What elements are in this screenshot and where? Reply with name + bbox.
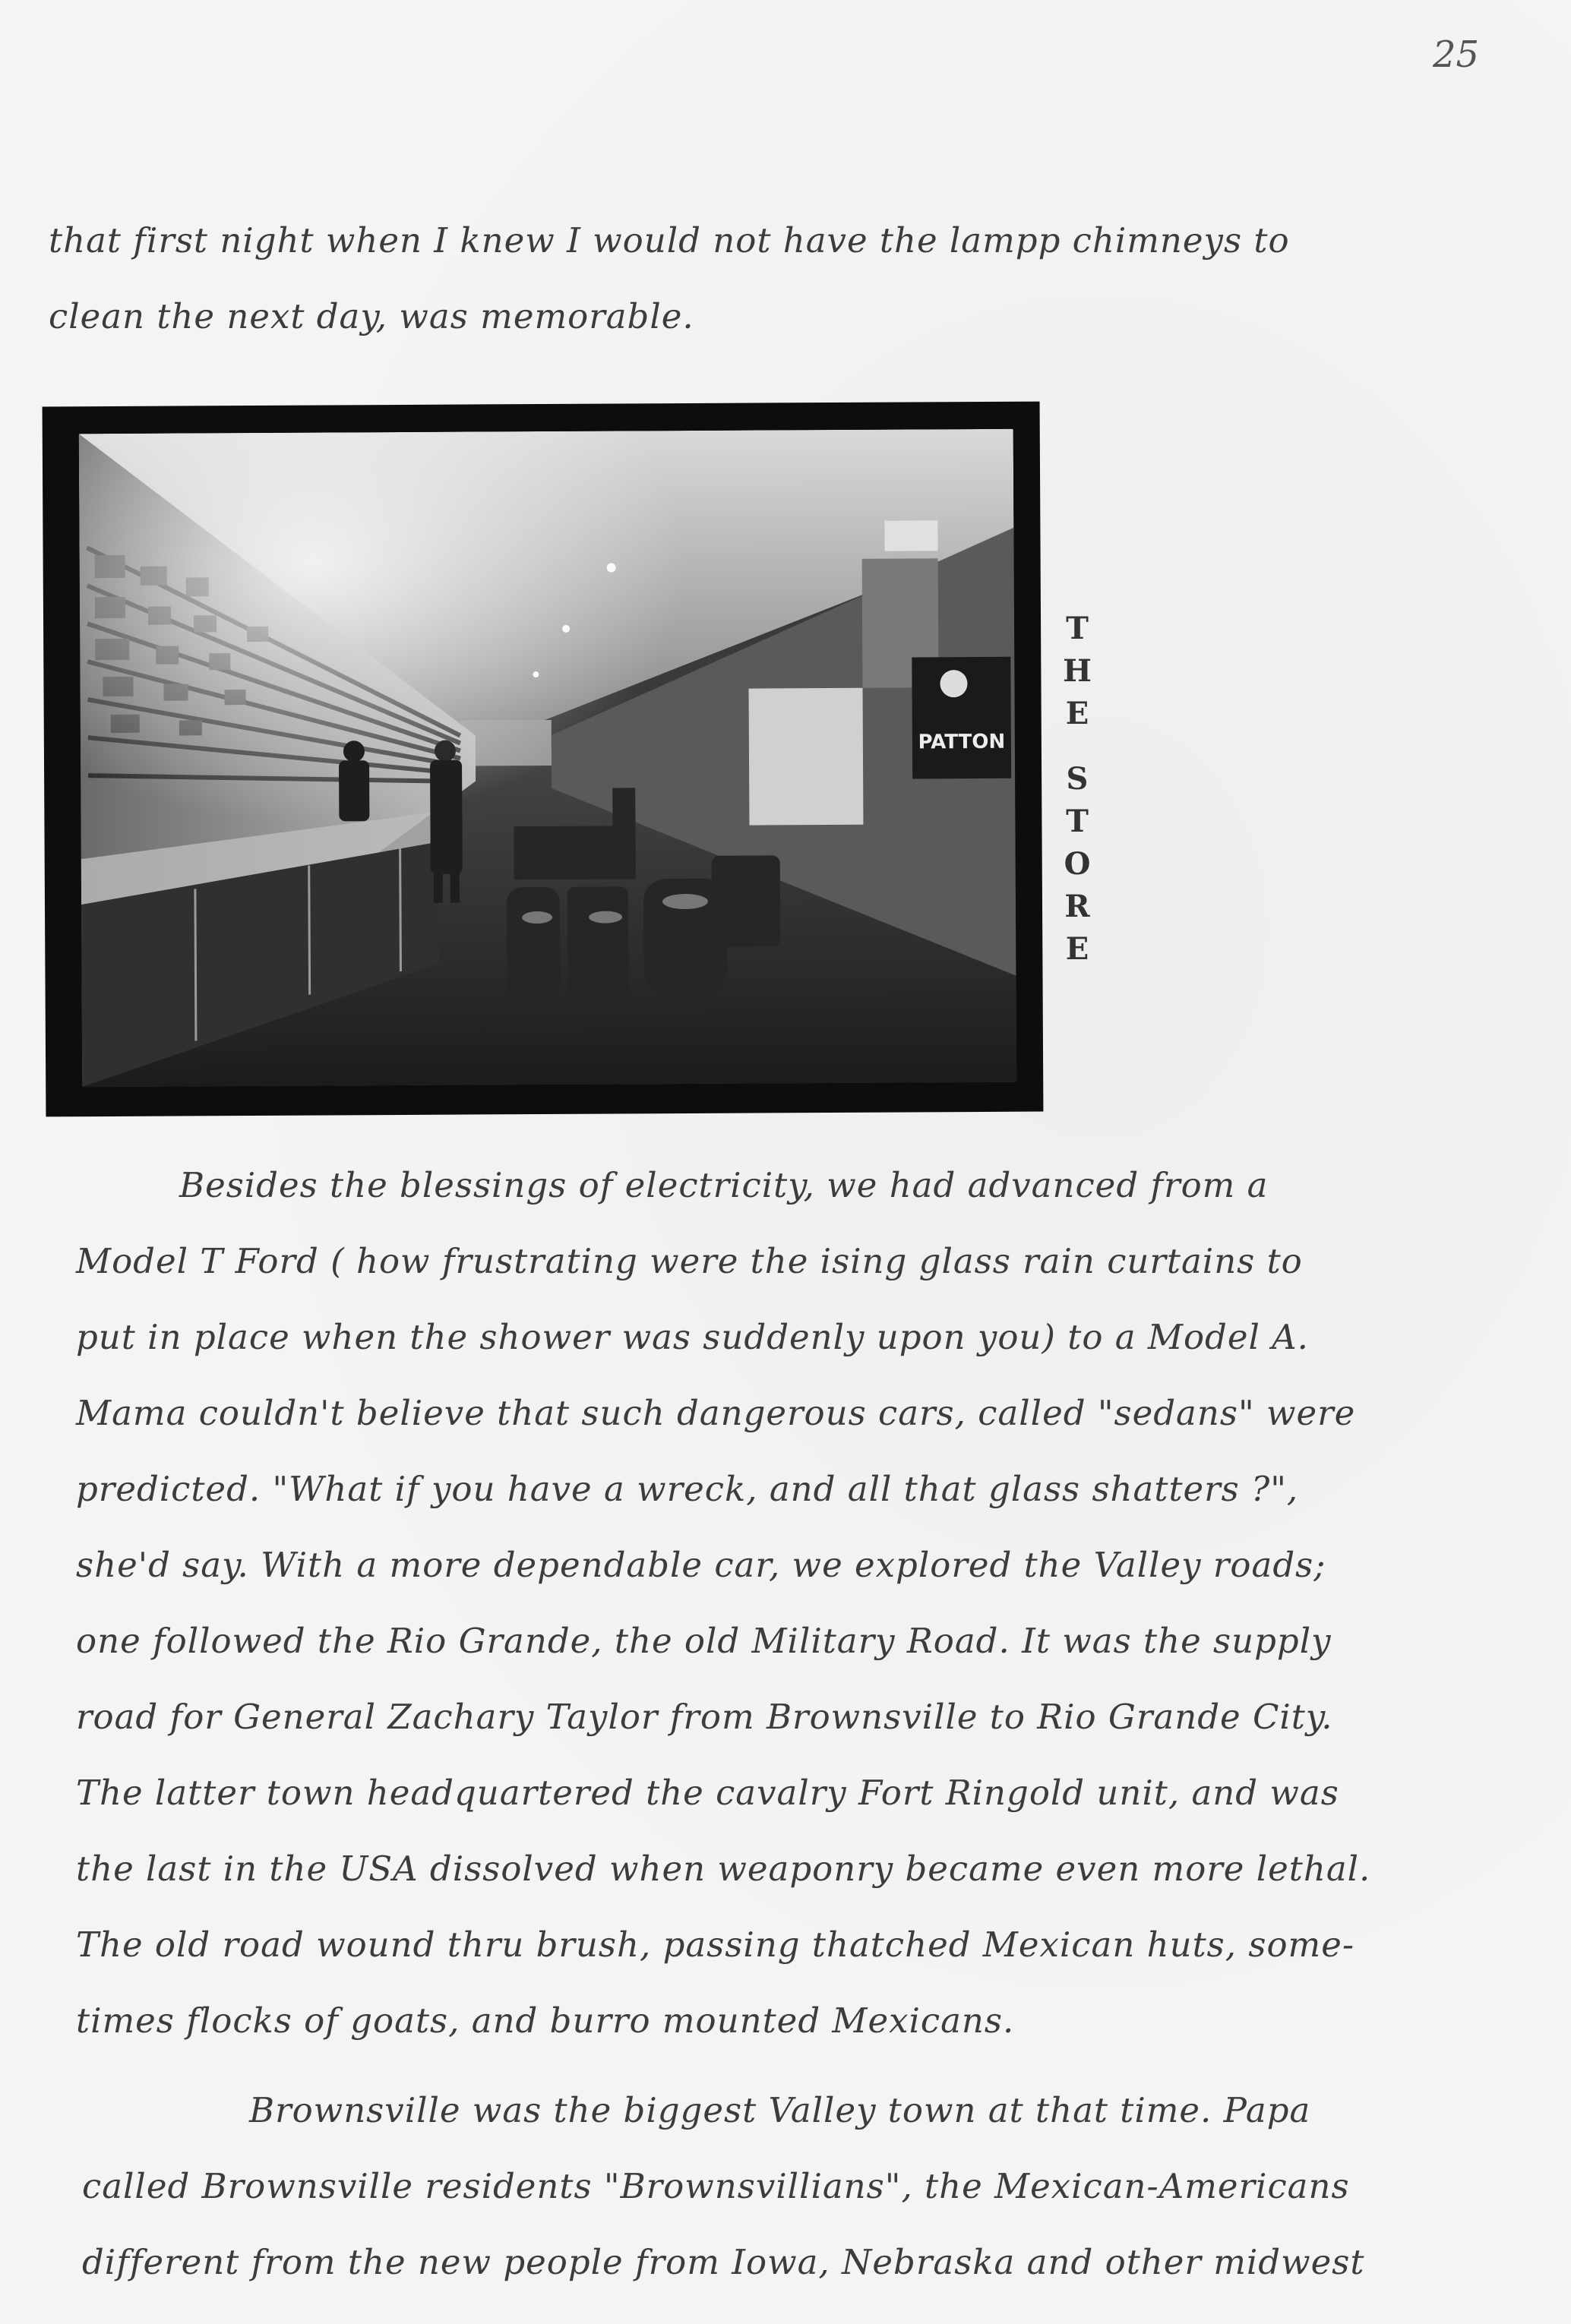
text-line: predicted. "What if you have a wreck, and all that glass shatters ?", [76, 1469, 1299, 1509]
text-line: that first night when I knew I would not have the lampp chimneys to [49, 220, 1290, 261]
caption-letter: T [1066, 611, 1089, 646]
store-photograph [79, 429, 1016, 1087]
text-line: called Brownsville residents "Brownsvillians", the Mexican-Americans [82, 2166, 1350, 2206]
photo-caption [1054, 608, 1100, 971]
store-photograph-mount [43, 402, 1044, 1117]
text-line: she'd say. With a more dependable car, we explored the Valley roads; [76, 1545, 1326, 1585]
text-line: Brownsville was the biggest Valley town at that time. Papa [249, 2090, 1311, 2130]
text-line: times flocks of goats, and burro mounted Mexicans. [76, 2000, 1015, 2041]
caption-letter: R [1064, 889, 1090, 924]
text-line: different from the new people from Iowa, Nebraska and other midwest [82, 2242, 1365, 2282]
text-line: The old road wound thru brush, passing thatched Mexican huts, some- [76, 1925, 1355, 1965]
page-number: 25 [1433, 33, 1480, 76]
text-line: Besides the blessings of electricity, we had advanced from a [179, 1165, 1269, 1205]
caption-letter: E [1065, 931, 1089, 967]
caption-letter: E [1065, 696, 1089, 731]
caption-letter: S [1066, 761, 1089, 797]
text-line: The latter town headquartered the cavalry Fort Ringold unit, and was [76, 1773, 1339, 1813]
patton-sign-text: PATTON [918, 730, 1006, 754]
text-line: the last in the USA dissolved when weaponry became even more lethal. [76, 1849, 1371, 1889]
text-line: put in place when the shower was suddenly upon you) to a Model A. [76, 1317, 1309, 1357]
caption-letter: T [1066, 804, 1089, 839]
text-line: road for General Zachary Taylor from Brownsville to Rio Grande City. [76, 1697, 1333, 1737]
text-line: clean the next day, was memorable. [49, 296, 694, 336]
text-line: Model T Ford ( how frustrating were the ising glass rain curtains to [76, 1241, 1303, 1281]
caption-letter: H [1063, 653, 1092, 689]
text-line: Mama couldn't believe that such dangerous cars, called "sedans" were [76, 1393, 1356, 1433]
caption-letter: O [1064, 846, 1091, 882]
text-line: one followed the Rio Grande, the old Military Road. It was the supply [76, 1621, 1332, 1661]
store-interior-image [79, 429, 1016, 1087]
